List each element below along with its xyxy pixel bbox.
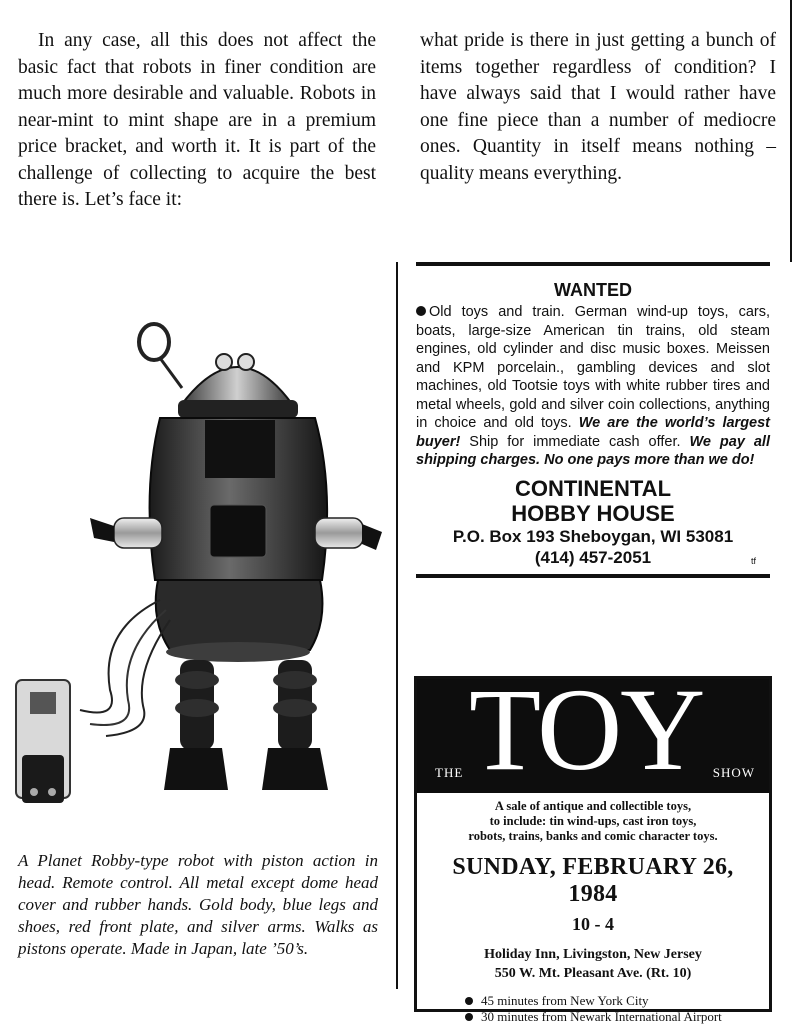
toy-show-the: THE <box>435 765 464 780</box>
wanted-body <box>416 303 770 470</box>
sale-line-3: robots, trains, banks and comic character toys. <box>468 829 718 843</box>
toy-show-venue <box>427 945 759 983</box>
toy-show-advertisement <box>414 664 772 1024</box>
company-address: P.O. Box 193 Sheboygan, WI 53081 <box>452 526 734 546</box>
company-name-line-2: HOBBY HOUSE <box>511 500 675 526</box>
wanted-emphasis-buyer: We are the world’s largest buyer! <box>416 415 771 450</box>
sale-line-2: to include: tin wind-ups, cast iron toys, <box>489 814 697 828</box>
toy-show-title: TOY <box>469 664 704 795</box>
bullet-icon <box>416 306 426 316</box>
venue-line-1: Holiday Inn, Livingston, New Jersey <box>484 947 702 962</box>
feature-item: 45 minutes from New York City <box>465 993 759 1009</box>
robot-photo <box>10 300 390 840</box>
feature-item: 30 minutes from Newark International Airport <box>465 1009 759 1025</box>
toy-show-show: SHOW <box>712 765 755 780</box>
ad-code: tf <box>750 555 756 566</box>
column-divider-middle <box>396 262 398 989</box>
toy-show-details <box>417 793 769 1025</box>
wanted-text-offer: Ship for immediate cash offer. <box>469 433 681 450</box>
wanted-emphasis-shipping: We pay all shipping charges. No one pays more than we do! <box>416 433 770 468</box>
toy-show-hours: 10 - 4 <box>572 914 614 934</box>
article-paragraph-right: what pride is there in just getting a bunch of items together regardless of condition? I have always said that I would rather have one fine piece than a number of mediocre ones. Quantity in itself means nothing – quality means everything. <box>420 30 776 184</box>
company-phone: (414) 457-2051 <box>534 547 652 567</box>
wanted-advertisement <box>416 262 770 578</box>
toy-show-banner <box>417 664 769 795</box>
toy-show-date: SUNDAY, FEBRUARY 26, 1984 <box>452 854 734 907</box>
photo-caption: A Planet Robby-type robot with piston action in head. Remote control. All metal except dome head cover and rubber hands. Gold body, blue legs and shoes, red front plate, and silver arms. Walks as pistons operate. Made in Japan, late ’50’s. <box>18 851 378 958</box>
company-phone-row <box>416 547 770 568</box>
article-right-column <box>420 28 776 187</box>
sale-line-1: A sale of antique and collectible toys, <box>494 799 692 813</box>
article-paragraph-left: In any case, all this does not affect the basic fact that robots in finer condition are much more desirable and valuable. Robots in near-mint to mint shape are in a premium price bracket, and worth it. It is part of the challenge of collecting to acquire the best there is. Let’s face it: <box>18 30 376 210</box>
venue-line-2: 550 W. Mt. Pleasant Ave. (Rt. 10) <box>494 966 692 981</box>
wanted-text: Old toys and train. German wind-up toys, cars, boats, large-size American tin trains, old steam engines, old cylinder and disc music boxes. Meissen and KPM porcelain., gambling devices and slot machines, old Tootsie toys with white rubber tires and metal wheels, gold and silver coin collections, anything in choice and old toys. <box>416 304 770 431</box>
toy-show-features <box>427 993 759 1025</box>
company-name <box>416 476 770 526</box>
wanted-title: WANTED <box>554 280 632 300</box>
column-divider-top <box>790 0 792 262</box>
company-name-line-1: CONTINENTAL <box>514 475 672 501</box>
toy-show-description <box>427 799 759 844</box>
article-left-column <box>18 28 376 214</box>
